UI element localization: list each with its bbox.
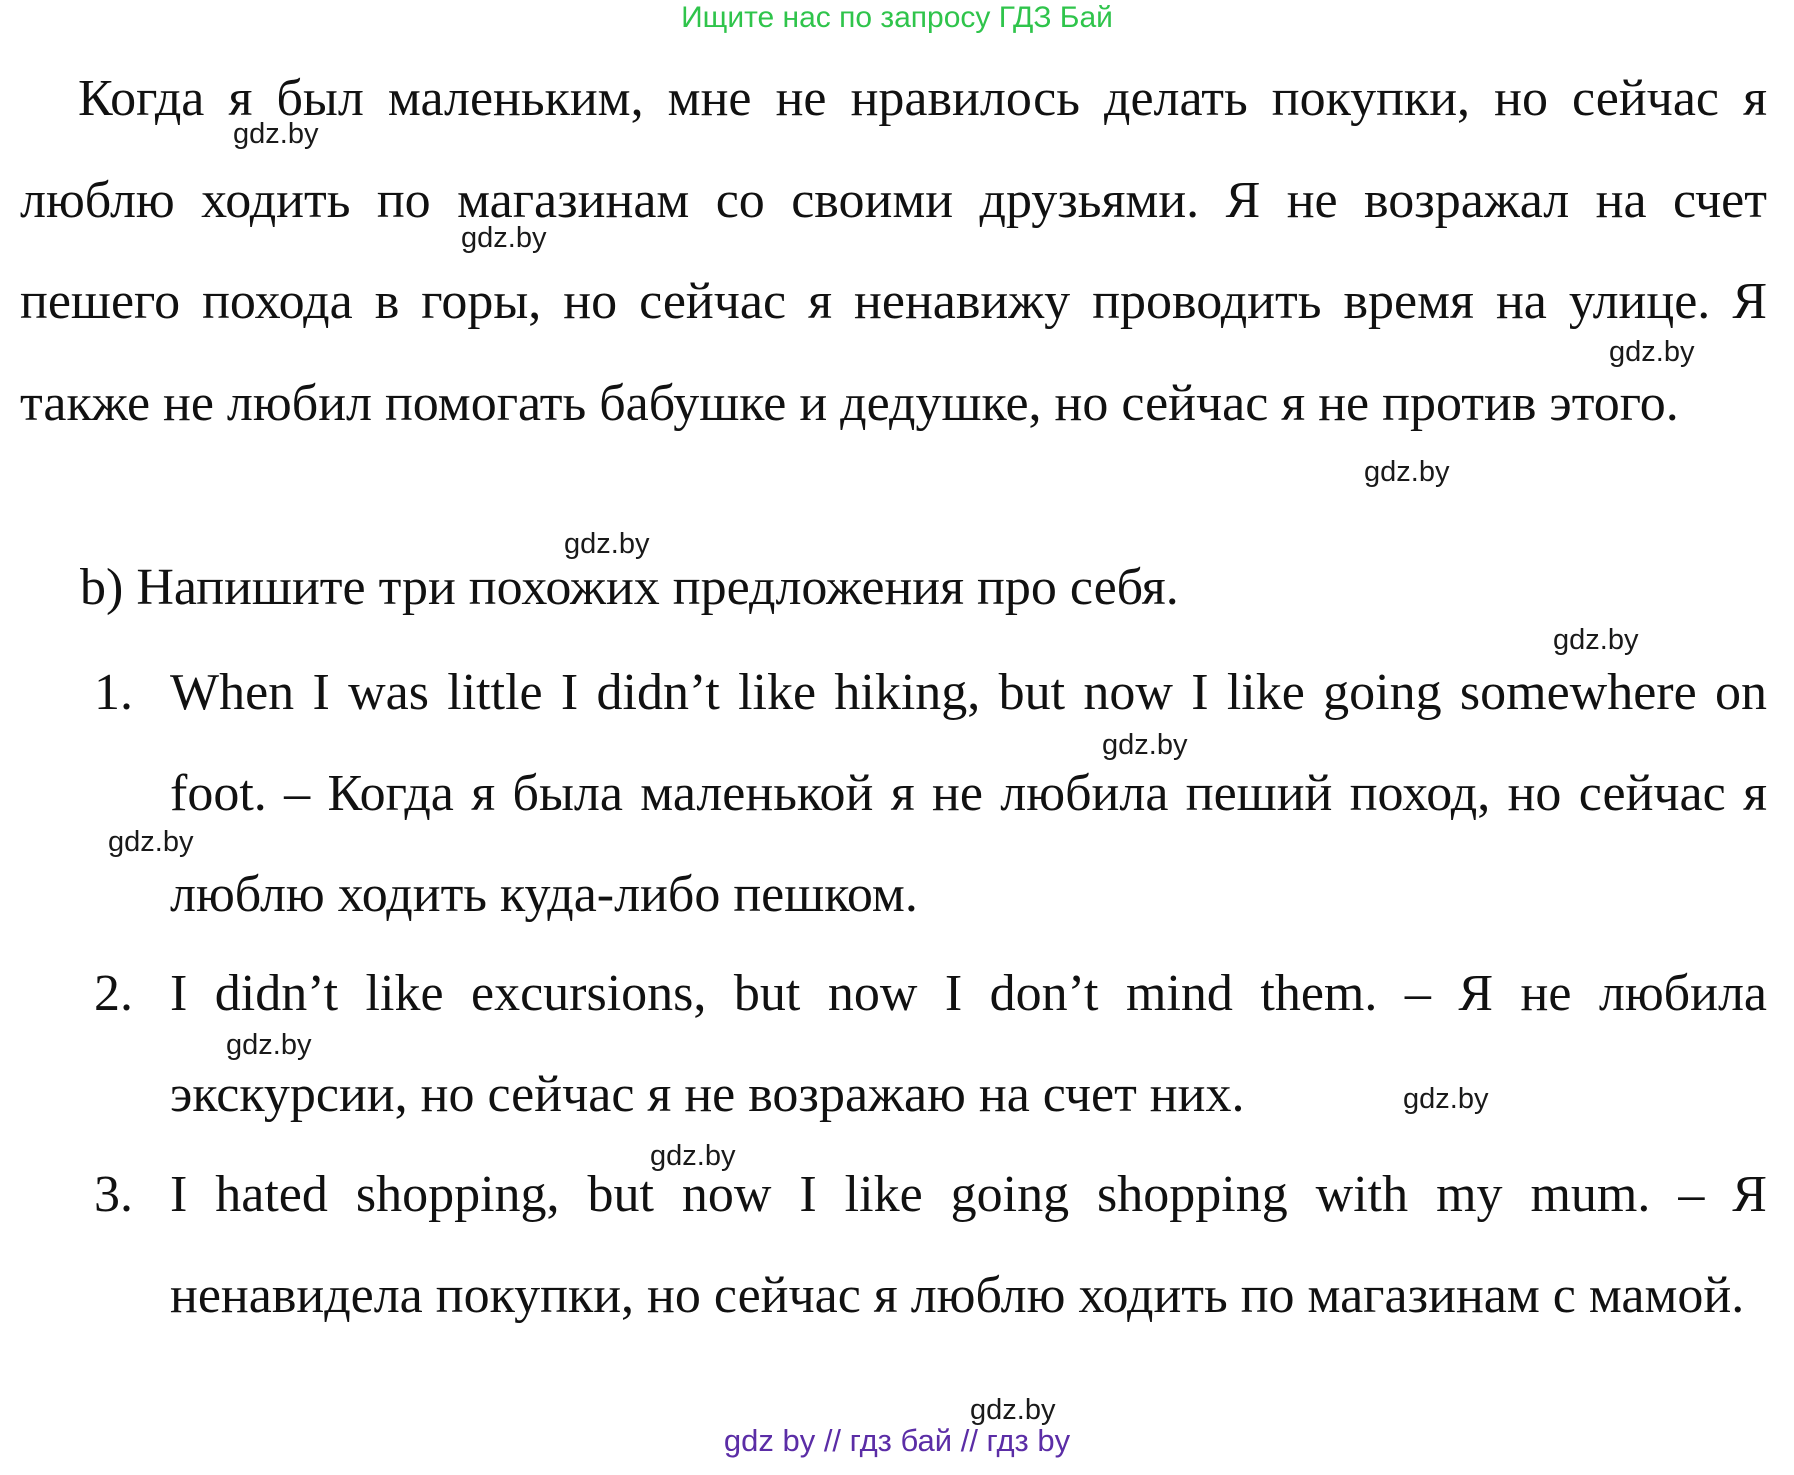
item-number: 3. — [94, 1166, 133, 1223]
watermark: gdz.by — [108, 826, 194, 858]
watermark: gdz.by — [461, 222, 547, 254]
watermark: gdz.by — [1553, 624, 1639, 656]
item-text: I didn’t like excursions, but now I don’t mind them. – Я не любила экскурсии, но сейчас я не возражаю на счет них. — [170, 965, 1767, 1123]
watermark: gdz.by — [1364, 456, 1450, 488]
watermark: gdz.by — [233, 118, 319, 150]
item-number: 2. — [94, 965, 133, 1022]
watermark: gdz.by — [226, 1029, 312, 1061]
watermark: gdz.by — [1609, 336, 1695, 368]
watermark: gdz.by — [1403, 1083, 1489, 1115]
paragraph: Когда я был маленьким, мне не нравилось делать покупки, но сейчас я люблю ходить по магазинам со своими друзьями. Я не возражал на счет пешего похода в горы, но сейчас я ненавижу проводить время на улице. Я также не любил помогать бабушке и дедушке, но сейчас я не против этого. — [20, 70, 1767, 432]
watermark: gdz.by — [650, 1140, 736, 1172]
watermark: gdz.by — [564, 528, 650, 560]
footer-note: gdz by // гдз бай // гдз by — [723, 1423, 1071, 1458]
watermark: gdz.by — [970, 1394, 1056, 1426]
item-number: 1. — [94, 664, 133, 721]
item-text: I hated shopping, but now I like going shopping with my mum. – Я ненавидела покупки, но сейчас я люблю ходить по магазинам с мамой. — [170, 1166, 1767, 1324]
item-text: When I was little I didn’t like hiking, but now I like going somewhere on foot. – Когда я была маленькой я не любила пеший поход, но сейчас я люблю ходить куда-либо пешком. — [170, 664, 1767, 923]
task-heading: b) Напишите три похожих предложения про себя. — [80, 559, 1179, 616]
header-note: Ищите нас по запросу ГДЗ Бай — [681, 1, 1113, 34]
watermark: gdz.by — [1102, 729, 1188, 761]
